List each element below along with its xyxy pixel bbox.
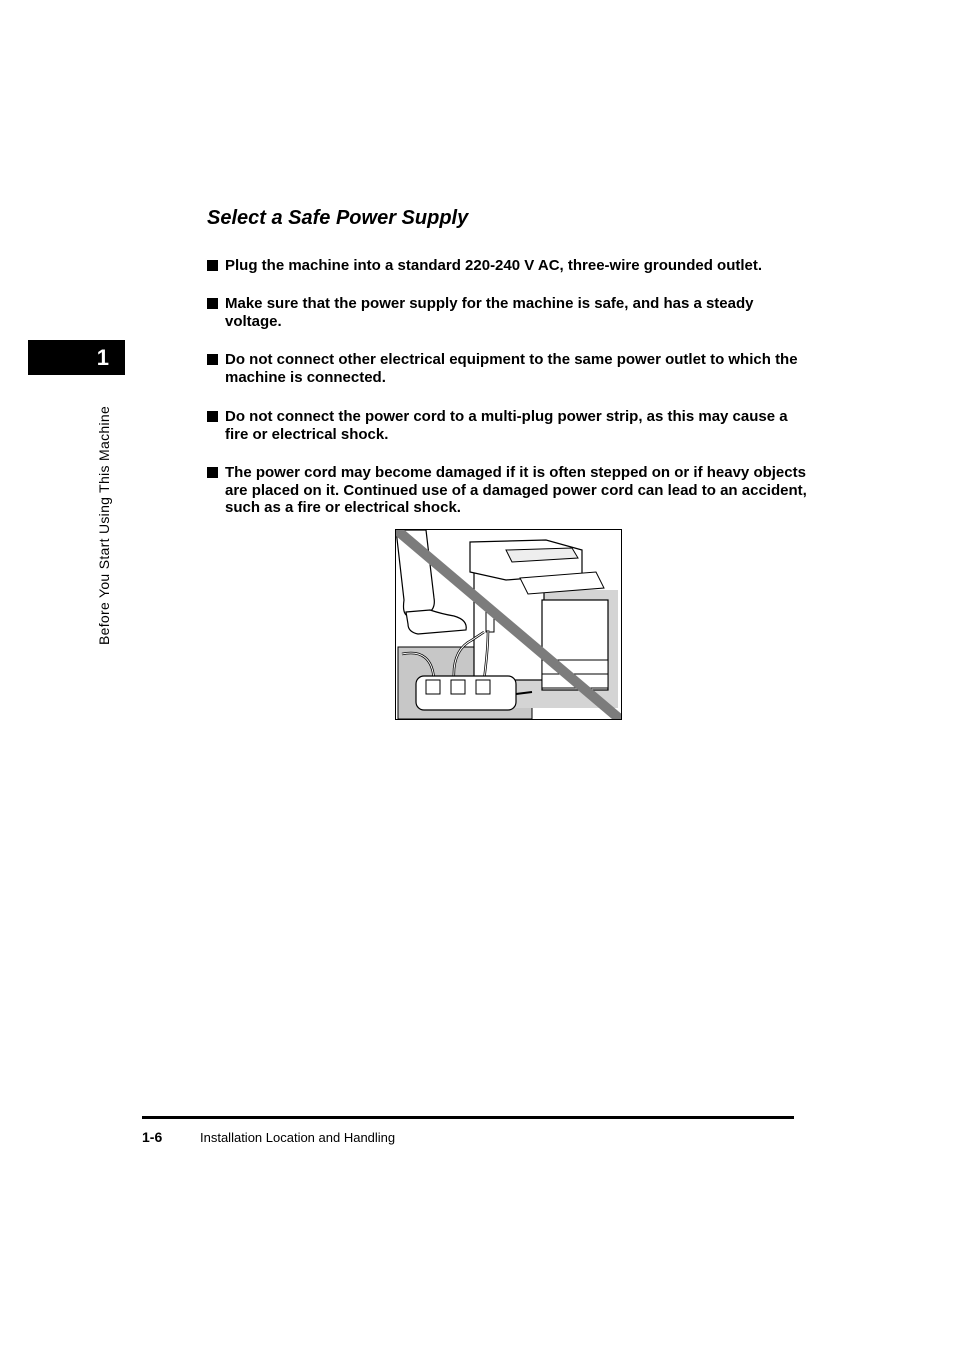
list-item-text: The power cord may become damaged if it is often stepped on or if heavy objects are placed on it. Continued use of a damaged power cord can lead to an accident, such as a fire or electrical shock. [225, 464, 807, 516]
list-item [207, 257, 807, 275]
prohibited-power-strip-illustration [395, 529, 622, 720]
square-bullet-icon [207, 354, 218, 365]
page-number: 1-6 [142, 1129, 163, 1145]
square-bullet-icon [207, 298, 218, 309]
square-bullet-icon [207, 411, 218, 422]
chapter-number: 1 [96, 344, 109, 370]
illustration-drawing [396, 530, 622, 720]
shoe-shape [406, 610, 466, 634]
square-bullet-icon [207, 467, 218, 478]
footer-title: Installation Location and Handling [200, 1130, 396, 1145]
square-bullet-icon [207, 260, 218, 271]
footer-rule [142, 1116, 794, 1119]
list-item-text: Plug the machine into a standard 220-240 V AC, three-wire grounded outlet. [225, 257, 763, 274]
chapter-tab [28, 340, 125, 375]
list-item-text: Do not connect the power cord to a multi-plug power strip, as this may cause a fire or electrical shock. [225, 408, 788, 443]
list-item-text: Make sure that the power supply for the machine is safe, and has a steady voltage. [225, 295, 754, 330]
list-item [207, 295, 807, 330]
list-item-text: Do not connect other electrical equipment to the same power outlet to which the machine is connected. [225, 351, 798, 386]
chapter-side-label: Before You Start Using This Machine [96, 405, 112, 645]
section-title: Select a Safe Power Supply [207, 207, 469, 229]
list-item [207, 408, 807, 443]
list-item [207, 351, 807, 386]
list-item [207, 464, 807, 517]
